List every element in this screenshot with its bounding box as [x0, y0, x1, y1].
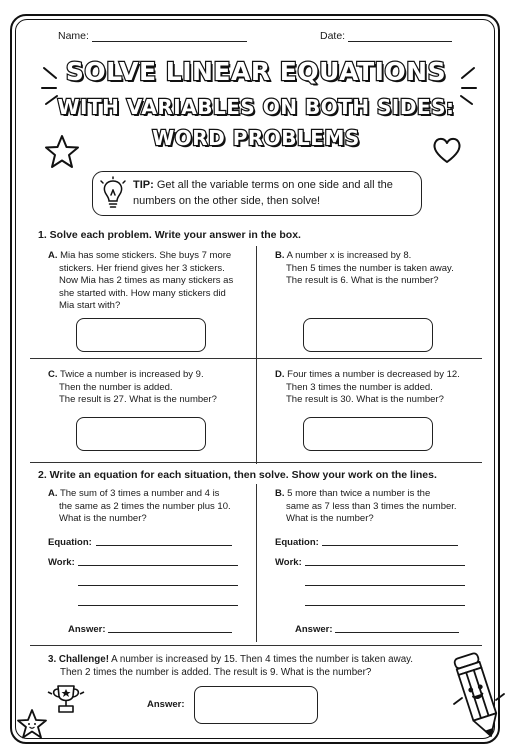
tip-text-wrap: [133, 179, 393, 207]
tip-label: TIP:: [133, 179, 154, 191]
problem-text-line: stickers. Her friend gives her 3 stickers.: [59, 262, 225, 274]
problem-text-line: Then 3 times the number is added.: [286, 381, 433, 393]
name-field: [58, 30, 247, 42]
problem-text-line: What is the number?: [59, 513, 147, 525]
work-line-2b[interactable]: [305, 585, 465, 586]
challenge-problem: [48, 654, 468, 679]
pencil-character-icon: [450, 648, 506, 744]
section-1-title: 1. Solve each problem. Write your answer in the box.: [38, 229, 301, 241]
problem-text-line: The result is 27. What is the number?: [59, 394, 217, 406]
challenge-label: 3. Challenge!: [48, 654, 109, 665]
problem-letter: B.: [275, 250, 285, 261]
problem-text-line: A number x is increased by 8.: [286, 250, 412, 261]
problem-text-line: Twice a number is increased by 9.: [59, 369, 204, 380]
answer-label: Answer:: [295, 624, 333, 635]
title-line-2: WITH VARIABLES ON BOTH SIDES:: [57, 95, 455, 119]
problem-2a: [48, 488, 253, 526]
date-line[interactable]: [348, 31, 452, 42]
work-line-2a[interactable]: [78, 565, 238, 566]
work-label: Work:: [48, 557, 75, 568]
problem-letter: C.: [48, 369, 58, 380]
problem-text-line: Mia has some stickers. She buys 7 more: [60, 250, 232, 261]
problem-2b: [275, 488, 485, 526]
section-1-divider-horizontal: [30, 358, 482, 359]
section-2-title: 2. Write an equation for each situation, then solve. Show your work on the lines.: [38, 469, 437, 481]
problem-1d: [275, 369, 485, 407]
spark-left-icon: [42, 64, 72, 104]
section-2-divider-vertical: [256, 484, 257, 642]
problem-text-line: the same as 2 times the number plus 10.: [59, 500, 231, 512]
answer-box-1d[interactable]: [303, 417, 433, 451]
answer-label: Answer:: [68, 624, 106, 635]
problem-text-line: Then 5 times the number is taken away.: [286, 262, 454, 274]
work-line-2b[interactable]: [305, 605, 465, 606]
problem-text-line: The result is 6. What is the number?: [286, 275, 439, 287]
star-icon: [44, 134, 80, 170]
equation-label: Equation:: [275, 537, 319, 548]
problem-text-line: Mia start with?: [59, 300, 121, 312]
problem-text-line: The sum of 3 times a number and 4 is: [59, 488, 220, 499]
problem-text-line: What is the number?: [286, 513, 374, 525]
answer-box-1c[interactable]: [76, 417, 206, 451]
lightbulb-icon: [100, 177, 126, 211]
equation-line-2b[interactable]: [322, 545, 458, 546]
date-label: Date:: [320, 30, 346, 42]
heart-icon: [432, 136, 462, 164]
problem-letter: D.: [275, 369, 285, 380]
challenge-answer-box[interactable]: [194, 686, 318, 724]
answer-box-1a[interactable]: [76, 318, 206, 352]
problem-text-line: she started with. How many stickers did: [59, 287, 226, 299]
trophy-icon: [44, 682, 88, 718]
problem-letter: A.: [48, 250, 58, 261]
work-line-2a[interactable]: [78, 605, 238, 606]
work-line-2a[interactable]: [78, 585, 238, 586]
tip-text: Get all the variable terms on one side and all the numbers on the other side, then solve!: [133, 179, 393, 207]
work-label: Work:: [275, 557, 302, 568]
section-1-divider-vertical: [256, 246, 257, 464]
tip-box: [92, 171, 422, 216]
problem-1b: [275, 250, 485, 288]
work-line-2b[interactable]: [305, 565, 465, 566]
equation-line-2a[interactable]: [96, 545, 232, 546]
date-field: [320, 30, 452, 42]
problem-text-line: Four times a number is decreased by 12.: [287, 369, 460, 380]
star-bottom-icon: [16, 708, 48, 740]
problem-1c: [48, 369, 253, 407]
problem-1a: [48, 250, 253, 313]
title-line-1: SOLVE LINEAR EQUATIONS: [65, 57, 447, 86]
challenge-text: Then 2 times the number is added. The result is 9. What is the number?: [60, 666, 372, 678]
answer-line-2b[interactable]: [335, 632, 459, 633]
section-divider: [30, 645, 482, 646]
name-label: Name:: [58, 30, 89, 42]
title-line-3: WORD PROBLEMS: [152, 126, 360, 150]
spark-right-icon: [448, 64, 478, 104]
problem-letter: B.: [275, 488, 285, 499]
name-line[interactable]: [92, 31, 247, 42]
problem-text-line: Now Mia has 2 times as many stickers as: [59, 275, 234, 287]
section-divider: [30, 462, 482, 463]
challenge-answer-label: Answer:: [147, 699, 185, 710]
problem-text-line: same as 7 less than 3 times the number.: [286, 500, 457, 512]
problem-text-line: The result is 30. What is the number?: [286, 394, 444, 406]
answer-box-1b[interactable]: [303, 318, 433, 352]
answer-line-2a[interactable]: [108, 632, 232, 633]
challenge-text: A number is increased by 15. Then 4 times the number is taken away.: [108, 654, 414, 665]
problem-text-line: 5 more than twice a number is the: [287, 488, 431, 499]
problem-text-line: Then the number is added.: [59, 381, 173, 393]
problem-letter: A.: [48, 488, 58, 499]
equation-label: Equation:: [48, 537, 92, 548]
